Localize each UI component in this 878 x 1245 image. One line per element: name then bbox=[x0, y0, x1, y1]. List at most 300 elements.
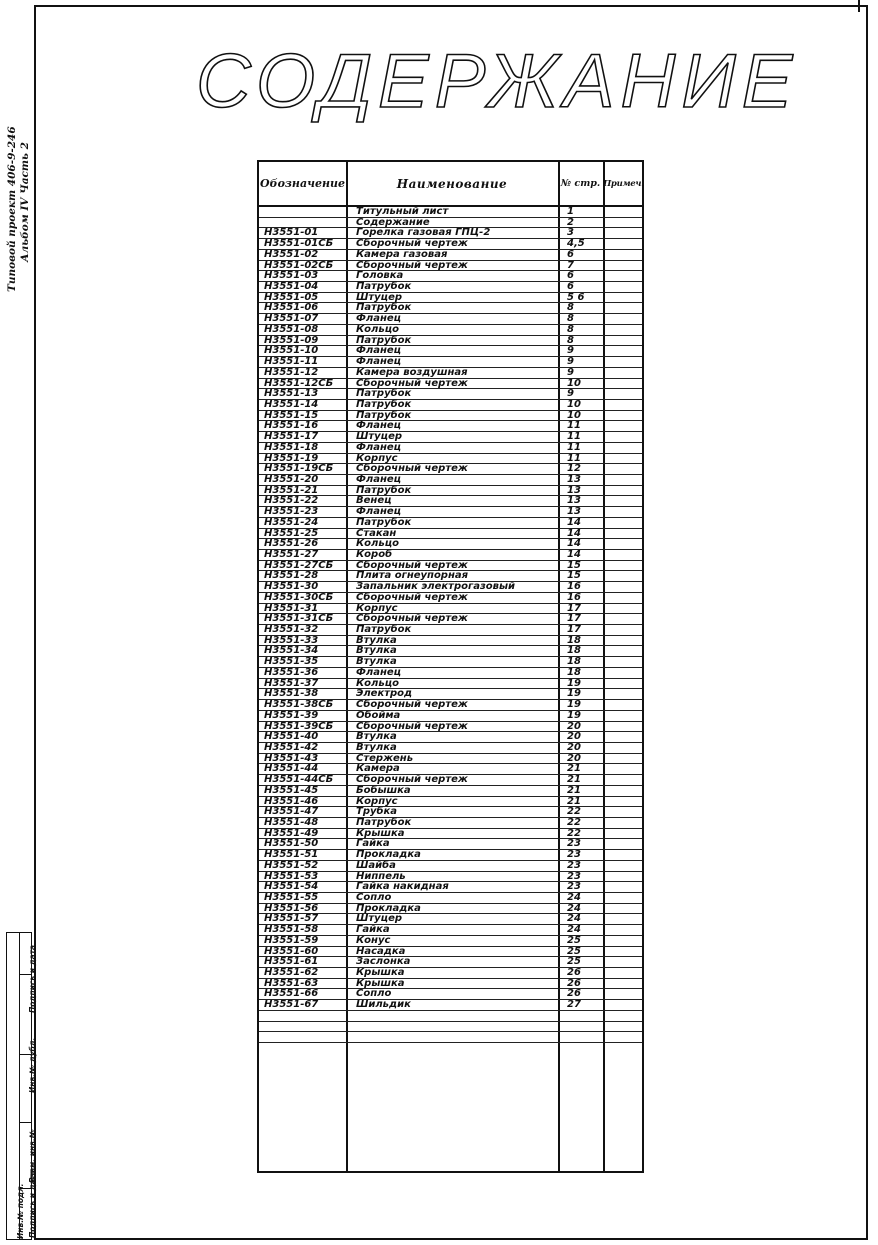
row-name: Фланец bbox=[356, 506, 402, 518]
row-page: 19 bbox=[567, 709, 581, 721]
row-name: Стержень bbox=[356, 752, 414, 764]
row-page: 21 bbox=[567, 795, 581, 807]
row-page bbox=[567, 1021, 597, 1032]
row-page: 13 bbox=[567, 473, 581, 485]
row-designation bbox=[264, 206, 344, 217]
row-note bbox=[605, 903, 643, 914]
row-note bbox=[605, 249, 643, 260]
row-note bbox=[605, 1021, 643, 1032]
row-page: 14 bbox=[567, 549, 581, 560]
row-designation: Н3551-19 bbox=[264, 452, 319, 464]
row-page: 19 bbox=[567, 677, 581, 689]
row-designation: Н3551-44 bbox=[264, 763, 319, 775]
row-page: 17 bbox=[567, 624, 581, 636]
row-name: Головка bbox=[356, 270, 404, 282]
row-note bbox=[605, 356, 643, 367]
row-name: Фланец bbox=[356, 666, 402, 678]
row-note bbox=[605, 678, 643, 689]
row-name: Корпус bbox=[356, 452, 398, 464]
row-name: Насадка bbox=[356, 945, 406, 957]
row-name: Короб bbox=[356, 549, 393, 560]
row-note bbox=[605, 988, 643, 999]
row-note bbox=[605, 420, 643, 431]
row-note bbox=[605, 324, 643, 335]
row-page: 25 bbox=[567, 934, 581, 946]
row-note bbox=[605, 924, 643, 935]
row-note bbox=[605, 528, 643, 539]
row-name: Корпус bbox=[356, 795, 398, 807]
row-designation: Н3551-12СБ bbox=[264, 377, 334, 389]
row-designation: Н3551-28 bbox=[264, 570, 319, 582]
row-name: Кольцо bbox=[356, 677, 399, 689]
row-note bbox=[605, 506, 643, 517]
row-note bbox=[605, 946, 643, 957]
row-name: Бобышка bbox=[356, 784, 411, 796]
row-page: 11 bbox=[567, 431, 581, 443]
row-note bbox=[605, 281, 643, 292]
row-name: Фланец bbox=[356, 356, 402, 368]
row-designation: Н3551-05 bbox=[264, 291, 319, 303]
row-name: Втулка bbox=[356, 634, 397, 646]
row-note bbox=[605, 978, 643, 989]
row-page: 23 bbox=[567, 881, 581, 893]
row-page: 24 bbox=[567, 913, 581, 925]
row-note bbox=[605, 227, 643, 238]
row-page: 26 bbox=[567, 967, 581, 979]
row-note bbox=[605, 335, 643, 346]
row-designation: Н3551-45 bbox=[264, 784, 319, 796]
row-name: Камера газовая bbox=[356, 248, 448, 260]
row-name: Патрубок bbox=[356, 409, 412, 421]
row-page: 18 bbox=[567, 634, 581, 646]
row-page: 20 bbox=[567, 752, 581, 764]
row-page: 11 bbox=[567, 420, 581, 432]
row-designation: Н3551-24 bbox=[264, 516, 319, 528]
row-note bbox=[605, 710, 643, 721]
row-note bbox=[605, 260, 643, 271]
row-designation: Н3551-43 bbox=[264, 752, 319, 764]
row-name: Запальник электрогазовый bbox=[356, 581, 516, 593]
row-designation: Н3551-27 bbox=[264, 549, 319, 560]
row-name: Сборочный чертеж bbox=[356, 259, 468, 271]
row-designation: Н3551-52 bbox=[264, 859, 319, 871]
row-designation: Н3551-47 bbox=[264, 806, 319, 818]
row-name: Патрубок bbox=[356, 281, 412, 293]
row-page: 14 bbox=[567, 527, 581, 539]
row-page: 26 bbox=[567, 988, 581, 1000]
row-name: Трубка bbox=[356, 806, 398, 818]
row-designation: Н3551-19СБ bbox=[264, 463, 334, 475]
row-note bbox=[605, 1010, 643, 1021]
row-designation: Н3551-12 bbox=[264, 366, 319, 378]
row-page: 6 bbox=[567, 270, 574, 282]
row-page: 9 bbox=[567, 366, 574, 378]
row-name: Фланец bbox=[356, 420, 402, 432]
row-note bbox=[605, 688, 643, 699]
row-designation: Н3551-66 bbox=[264, 988, 319, 1000]
row-page bbox=[567, 1031, 597, 1042]
row-page: 23 bbox=[567, 849, 581, 861]
row-name: Патрубок bbox=[356, 516, 412, 528]
row-page: 1 bbox=[567, 206, 574, 217]
row-name: Гайка накидная bbox=[356, 881, 449, 893]
row-designation: Н3551-53 bbox=[264, 870, 319, 882]
row-name: Сборочный чертеж bbox=[356, 720, 468, 732]
row-page: 27 bbox=[567, 999, 581, 1011]
row-designation: Н3551-46 bbox=[264, 795, 319, 807]
row-note bbox=[605, 774, 643, 785]
row-designation: Н3551-14 bbox=[264, 398, 319, 410]
row-note bbox=[605, 485, 643, 496]
row-page: 25 bbox=[567, 945, 581, 957]
row-designation: Н3551-08 bbox=[264, 323, 319, 335]
row-page: 13 bbox=[567, 506, 581, 518]
row-note bbox=[605, 817, 643, 828]
row-designation: Н3551-22 bbox=[264, 495, 319, 507]
row-page: 2 bbox=[567, 216, 574, 228]
approval-stamp bbox=[6, 932, 37, 1240]
row-note bbox=[605, 624, 643, 635]
row-designation: Н3551-62 bbox=[264, 967, 319, 979]
row-page: 8 bbox=[567, 302, 574, 314]
row-designation: Н3551-27СБ bbox=[264, 559, 334, 571]
row-name bbox=[356, 1021, 556, 1032]
side-note-project: Типовой проект 406-9-246 bbox=[6, 126, 18, 292]
row-note bbox=[605, 892, 643, 903]
row-note bbox=[605, 238, 643, 249]
row-designation: Н3551-25 bbox=[264, 527, 319, 539]
row-designation: Н3551-02 bbox=[264, 248, 319, 260]
row-page: 16 bbox=[567, 591, 581, 603]
row-name: Втулка bbox=[356, 645, 397, 657]
row-page: 20 bbox=[567, 741, 581, 753]
row-note bbox=[605, 517, 643, 528]
row-note bbox=[605, 592, 643, 603]
row-page: 8 bbox=[567, 334, 574, 346]
side-note-album: Альбом IV Часть 2 bbox=[19, 142, 31, 262]
row-note bbox=[605, 742, 643, 753]
row-page: 23 bbox=[567, 870, 581, 882]
row-designation: Н3551-56 bbox=[264, 902, 319, 914]
row-designation: Н3551-20 bbox=[264, 473, 319, 485]
row-page: 12 bbox=[567, 463, 581, 475]
row-designation bbox=[264, 217, 344, 228]
row-note bbox=[605, 721, 643, 732]
row-designation: Н3551-17 bbox=[264, 431, 319, 443]
row-note bbox=[605, 656, 643, 667]
row-designation: Н3551-32 bbox=[264, 624, 319, 636]
row-page: 13 bbox=[567, 495, 581, 507]
row-designation: Н3551-55 bbox=[264, 892, 319, 903]
row-note bbox=[605, 667, 643, 678]
row-page: 18 bbox=[567, 645, 581, 657]
row-name: Гайка bbox=[356, 924, 390, 936]
row-name: Прокладка bbox=[356, 902, 421, 914]
stamp-label: Подпись и дата bbox=[28, 1169, 37, 1238]
row-name: Камера воздушная bbox=[356, 366, 468, 378]
header-designation: Обозначение bbox=[260, 177, 345, 190]
row-note bbox=[605, 270, 643, 281]
row-page: 14 bbox=[567, 538, 581, 550]
row-designation: Н3551-03 bbox=[264, 270, 319, 282]
row-page: 11 bbox=[567, 452, 581, 464]
table-body bbox=[259, 207, 642, 1043]
row-page: 3 bbox=[567, 227, 574, 239]
row-name: Фланец bbox=[356, 345, 402, 357]
row-note bbox=[605, 431, 643, 442]
row-name: Сборочный чертеж bbox=[356, 774, 468, 786]
row-note bbox=[605, 581, 643, 592]
row-page: 21 bbox=[567, 784, 581, 796]
row-page: 14 bbox=[567, 516, 581, 528]
row-note bbox=[605, 410, 643, 421]
row-designation: Н3551-48 bbox=[264, 816, 319, 828]
row-page: 18 bbox=[567, 656, 581, 668]
row-note bbox=[605, 828, 643, 839]
row-name: Горелка газовая ГПЦ-2 bbox=[356, 227, 491, 239]
row-note bbox=[605, 378, 643, 389]
row-name: Втулка bbox=[356, 731, 397, 743]
row-name: Патрубок bbox=[356, 398, 412, 410]
row-note bbox=[605, 645, 643, 656]
row-designation: Н3551-33 bbox=[264, 634, 319, 646]
row-name: Электрод bbox=[356, 688, 413, 700]
row-name: Сборочный чертеж bbox=[356, 559, 468, 571]
row-page: 23 bbox=[567, 859, 581, 871]
row-name: Заслонка bbox=[356, 956, 411, 968]
row-designation: Н3551-60 bbox=[264, 945, 319, 957]
row-page: 15 bbox=[567, 559, 581, 571]
row-name: Обойма bbox=[356, 709, 401, 721]
row-designation: Н3551-67 bbox=[264, 999, 319, 1011]
row-name: Кольцо bbox=[356, 323, 399, 335]
stamp-label: Подпись и дата bbox=[28, 944, 37, 1013]
row-page: 22 bbox=[567, 806, 581, 818]
row-page: 8 bbox=[567, 313, 574, 325]
row-page: 25 bbox=[567, 956, 581, 968]
row-name: Ниппель bbox=[356, 870, 406, 882]
row-note bbox=[605, 849, 643, 860]
contents-table bbox=[257, 160, 644, 1173]
row-note bbox=[605, 635, 643, 646]
row-designation: Н3551-58 bbox=[264, 924, 319, 936]
row-note bbox=[605, 967, 643, 978]
row-note bbox=[605, 474, 643, 485]
table-row bbox=[259, 1032, 642, 1043]
row-designation: Н3551-31СБ bbox=[264, 613, 334, 625]
row-page: 13 bbox=[567, 484, 581, 496]
row-page: 10 bbox=[567, 398, 581, 410]
row-name bbox=[356, 1031, 556, 1042]
row-note bbox=[605, 206, 643, 217]
row-page: 9 bbox=[567, 345, 574, 357]
row-note bbox=[605, 388, 643, 399]
row-name: Сборочный чертеж bbox=[356, 377, 468, 389]
row-name: Патрубок bbox=[356, 302, 412, 314]
row-designation: Н3551-57 bbox=[264, 913, 319, 925]
row-page: 22 bbox=[567, 827, 581, 839]
row-name: Сборочный чертеж bbox=[356, 613, 468, 625]
row-note bbox=[605, 302, 643, 313]
row-name: Патрубок bbox=[356, 388, 412, 400]
row-designation: Н3551-09 bbox=[264, 334, 319, 346]
row-designation: Н3551-61 bbox=[264, 956, 319, 968]
row-page: 15 bbox=[567, 570, 581, 582]
row-designation: Н3551-16 bbox=[264, 420, 319, 432]
row-note bbox=[605, 453, 643, 464]
row-page: 22 bbox=[567, 816, 581, 828]
row-page: 6 bbox=[567, 281, 574, 293]
row-designation: Н3551-59 bbox=[264, 934, 319, 946]
row-page: 26 bbox=[567, 977, 581, 989]
row-note bbox=[605, 731, 643, 742]
row-name: Сборочный чертеж bbox=[356, 238, 468, 250]
row-designation: Н3551-54 bbox=[264, 881, 319, 893]
row-note bbox=[605, 753, 643, 764]
row-page: 23 bbox=[567, 838, 581, 850]
row-designation: Н3551-63 bbox=[264, 977, 319, 989]
row-name: Фланец bbox=[356, 473, 402, 485]
row-designation: Н3551-01СБ bbox=[264, 238, 334, 250]
row-designation: Н3551-39 bbox=[264, 709, 319, 721]
row-note bbox=[605, 538, 643, 549]
row-designation: Н3551-31 bbox=[264, 602, 319, 614]
row-name: Камера bbox=[356, 763, 400, 775]
table-header bbox=[259, 162, 642, 207]
row-name: Втулка bbox=[356, 656, 397, 668]
row-page: 11 bbox=[567, 441, 581, 453]
row-designation: Н3551-21 bbox=[264, 484, 319, 496]
row-name: Плита огнеупорная bbox=[356, 570, 469, 582]
row-name: Патрубок bbox=[356, 816, 412, 828]
row-note bbox=[605, 570, 643, 581]
row-designation bbox=[264, 1021, 344, 1032]
row-note bbox=[605, 838, 643, 849]
header-note: Примеч. bbox=[603, 178, 644, 189]
row-name: Патрубок bbox=[356, 484, 412, 496]
row-designation: Н3551-01 bbox=[264, 227, 319, 239]
row-page: 21 bbox=[567, 774, 581, 786]
row-page: 16 bbox=[567, 581, 581, 593]
row-note bbox=[605, 999, 643, 1010]
row-name: Венец bbox=[356, 495, 392, 507]
row-designation: Н3551-39СБ bbox=[264, 720, 334, 732]
row-page: 24 bbox=[567, 902, 581, 914]
row-designation: Н3551-38СБ bbox=[264, 699, 334, 711]
row-name: Фланец bbox=[356, 313, 402, 325]
stamp-label: Взам. инв.№ bbox=[28, 1129, 37, 1183]
row-name: Штуцер bbox=[356, 291, 403, 303]
row-designation: Н3551-36 bbox=[264, 666, 319, 678]
row-name: Штуцер bbox=[356, 431, 403, 443]
row-designation: Н3551-06 bbox=[264, 302, 319, 314]
row-page: 24 bbox=[567, 924, 581, 936]
row-name: Крышка bbox=[356, 977, 405, 989]
row-note bbox=[605, 603, 643, 614]
row-note bbox=[605, 560, 643, 571]
side-note bbox=[4, 126, 31, 300]
row-designation bbox=[264, 1031, 344, 1042]
row-designation: Н3551-50 bbox=[264, 838, 319, 850]
row-note bbox=[605, 345, 643, 356]
row-name: Содержание bbox=[356, 216, 430, 228]
row-note bbox=[605, 935, 643, 946]
row-page: 19 bbox=[567, 688, 581, 700]
row-note bbox=[605, 495, 643, 506]
row-designation: Н3551-34 bbox=[264, 645, 319, 657]
row-note bbox=[605, 313, 643, 324]
row-page: 9 bbox=[567, 356, 574, 368]
row-name: Крышка bbox=[356, 827, 405, 839]
frame-tick bbox=[858, 0, 860, 12]
row-note bbox=[605, 860, 643, 871]
row-note bbox=[605, 367, 643, 378]
row-designation: Н3551-30СБ bbox=[264, 591, 334, 603]
row-page: 17 bbox=[567, 613, 581, 625]
row-designation: Н3551-49 bbox=[264, 827, 319, 839]
row-name: Сборочный чертеж bbox=[356, 699, 468, 711]
row-designation: Н3551-30 bbox=[264, 581, 319, 593]
row-page: 4,5 bbox=[567, 238, 585, 250]
row-name: Втулка bbox=[356, 741, 397, 753]
row-note bbox=[605, 871, 643, 882]
row-designation: Н3551-13 bbox=[264, 388, 319, 400]
stamp-label: Инв.№ дубл. bbox=[28, 1037, 37, 1093]
row-note bbox=[605, 806, 643, 817]
row-name: Конус bbox=[356, 934, 391, 946]
row-note bbox=[605, 1031, 643, 1042]
row-designation: Н3551-04 bbox=[264, 281, 319, 293]
row-designation bbox=[264, 1010, 344, 1021]
row-note bbox=[605, 549, 643, 560]
row-name: Патрубок bbox=[356, 334, 412, 346]
row-name: Титульный лист bbox=[356, 206, 449, 217]
row-designation: Н3551-40 bbox=[264, 731, 319, 743]
row-page: 21 bbox=[567, 763, 581, 775]
row-designation: Н3551-15 bbox=[264, 409, 319, 421]
row-note bbox=[605, 796, 643, 807]
row-name: Штуцер bbox=[356, 913, 403, 925]
row-designation: Н3551-26 bbox=[264, 538, 319, 550]
row-name: Прокладка bbox=[356, 849, 421, 861]
row-note bbox=[605, 763, 643, 774]
row-name: Кольцо bbox=[356, 538, 399, 550]
row-designation: Н3551-42 bbox=[264, 741, 319, 753]
row-page: 9 bbox=[567, 388, 574, 400]
row-designation: Н3551-18 bbox=[264, 441, 319, 453]
row-page: 19 bbox=[567, 699, 581, 711]
row-designation: Н3551-44СБ bbox=[264, 774, 334, 786]
row-designation: Н3551-02СБ bbox=[264, 259, 334, 271]
row-page: 20 bbox=[567, 720, 581, 732]
row-page: 18 bbox=[567, 666, 581, 678]
row-page: 5 6 bbox=[567, 291, 585, 303]
row-note bbox=[605, 442, 643, 453]
page-title: СОДЕРЖАНИЕ bbox=[196, 39, 799, 124]
row-page: 7 bbox=[567, 259, 574, 271]
row-designation: Н3551-07 bbox=[264, 313, 319, 325]
row-page: 24 bbox=[567, 892, 581, 903]
row-designation: Н3551-38 bbox=[264, 688, 319, 700]
row-name: Сборочный чертеж bbox=[356, 591, 468, 603]
row-name: Гайка bbox=[356, 838, 390, 850]
row-note bbox=[605, 399, 643, 410]
row-designation: Н3551-10 bbox=[264, 345, 319, 357]
row-note bbox=[605, 881, 643, 892]
row-note bbox=[605, 956, 643, 967]
row-page bbox=[567, 1010, 597, 1021]
row-name: Стакан bbox=[356, 527, 397, 539]
